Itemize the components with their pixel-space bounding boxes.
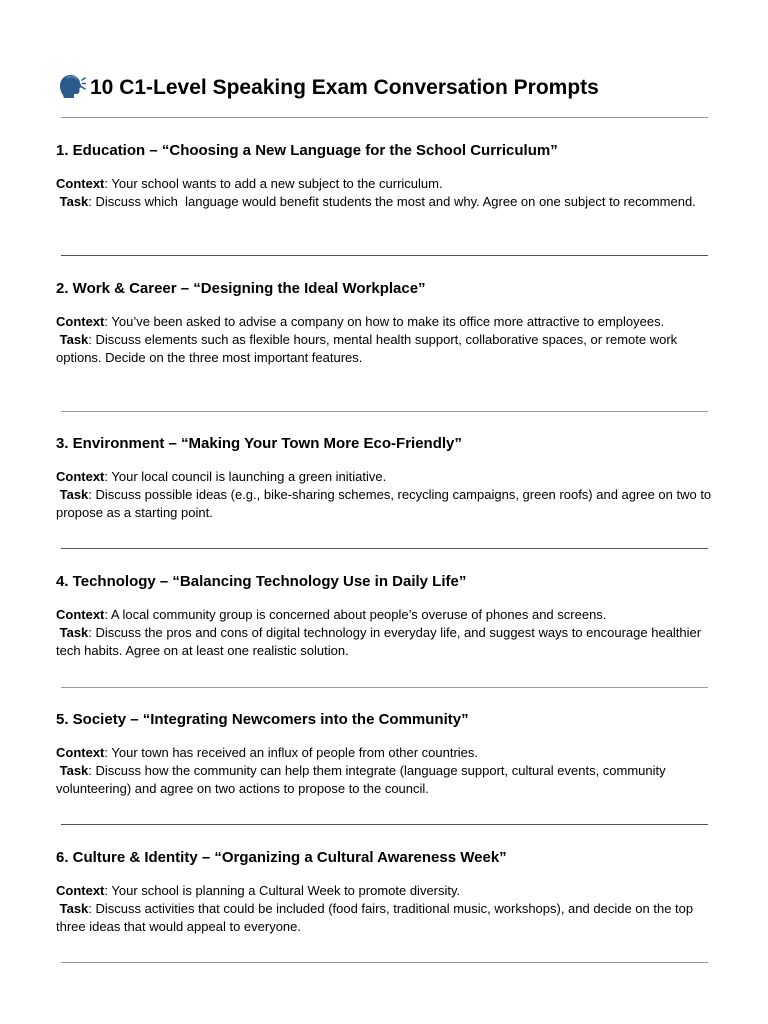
context-paragraph <box>56 468 712 486</box>
divider <box>61 255 708 256</box>
section-body <box>56 882 712 936</box>
context-label: Context <box>56 469 105 484</box>
task-label: Task <box>59 625 89 640</box>
section-heading: 3. Environment – “Making Your Town More Eco-Friendly” <box>56 435 462 452</box>
task-label: Task <box>59 332 89 347</box>
context-paragraph <box>56 175 712 193</box>
divider <box>61 411 708 412</box>
prompt-section <box>56 710 712 798</box>
task-paragraph <box>56 624 712 660</box>
prompt-section <box>56 572 712 660</box>
section-heading: 4. Technology – “Balancing Technology Use in Daily Life” <box>56 573 467 590</box>
task-text: : Discuss elements such as flexible hours, mental health support, collaborative spaces, or remote work options. Decide on the three most important features. <box>56 332 678 365</box>
prompt-section <box>56 141 712 211</box>
task-text: : Discuss the pros and cons of digital technology in everyday life, and suggest ways to encourage healthier tech habits. Agree on at least one realistic solution. <box>56 625 702 658</box>
context-text: : You’ve been asked to advise a company on how to make its office more attractive to employees. <box>104 314 665 329</box>
context-label: Context <box>56 607 105 622</box>
context-text: : Your school is planning a Cultural Week to promote diversity. <box>104 883 461 898</box>
context-label: Context <box>56 745 105 760</box>
section-body <box>56 606 712 660</box>
task-text: : Discuss how the community can help them integrate (language support, cultural events, community volunteering) and agree on two actions to propose to the council. <box>56 763 666 796</box>
section-body <box>56 744 712 798</box>
context-label: Context <box>56 883 105 898</box>
divider <box>61 962 708 963</box>
context-label: Context <box>56 176 105 191</box>
prompt-section <box>56 848 712 936</box>
context-text: : A local community group is concerned about people’s overuse of phones and screens. <box>104 607 607 622</box>
context-paragraph <box>56 882 712 900</box>
prompt-section <box>56 434 712 522</box>
context-text: : Your school wants to add a new subject to the curriculum. <box>104 176 443 191</box>
context-paragraph <box>56 313 712 331</box>
task-paragraph <box>56 486 712 522</box>
section-heading: 6. Culture & Identity – “Organizing a Cultural Awareness Week” <box>56 849 507 866</box>
context-paragraph <box>56 744 712 762</box>
context-paragraph <box>56 606 712 624</box>
context-text: : Your local council is launching a green initiative. <box>104 469 387 484</box>
page-title <box>56 72 599 103</box>
task-paragraph <box>56 762 712 798</box>
section-body <box>56 313 712 367</box>
context-label: Context <box>56 314 105 329</box>
divider <box>61 824 708 825</box>
task-paragraph <box>56 193 712 211</box>
task-text: : Discuss which language would benefit students the most and why. Agree on one subject to recommend. <box>88 194 696 209</box>
task-paragraph <box>56 900 712 936</box>
task-text: : Discuss activities that could be included (food fairs, traditional music, workshops), and decide on the top three ideas that would appeal to everyone. <box>56 901 694 934</box>
divider <box>61 117 708 118</box>
divider <box>61 548 708 549</box>
task-paragraph <box>56 331 712 367</box>
divider <box>61 687 708 688</box>
page-title-text: 10 C1-Level Speaking Exam Conversation Prompts <box>90 76 599 99</box>
section-body <box>56 468 712 522</box>
task-label: Task <box>59 194 89 209</box>
speaking-head-icon <box>56 72 86 100</box>
section-heading: 2. Work & Career – “Designing the Ideal Workplace” <box>56 280 426 297</box>
context-text: : Your town has received an influx of people from other countries. <box>104 745 479 760</box>
task-label: Task <box>59 763 89 778</box>
prompt-section <box>56 279 712 367</box>
section-heading: 5. Society – “Integrating Newcomers into the Community” <box>56 711 469 728</box>
task-text: : Discuss possible ideas (e.g., bike-sharing schemes, recycling campaigns, green roofs) and agree on two to propose as a starting point. <box>56 487 712 520</box>
section-body <box>56 175 712 211</box>
task-label: Task <box>59 487 89 502</box>
task-label: Task <box>59 901 89 916</box>
section-heading: 1. Education – “Choosing a New Language for the School Curriculum” <box>56 142 558 159</box>
